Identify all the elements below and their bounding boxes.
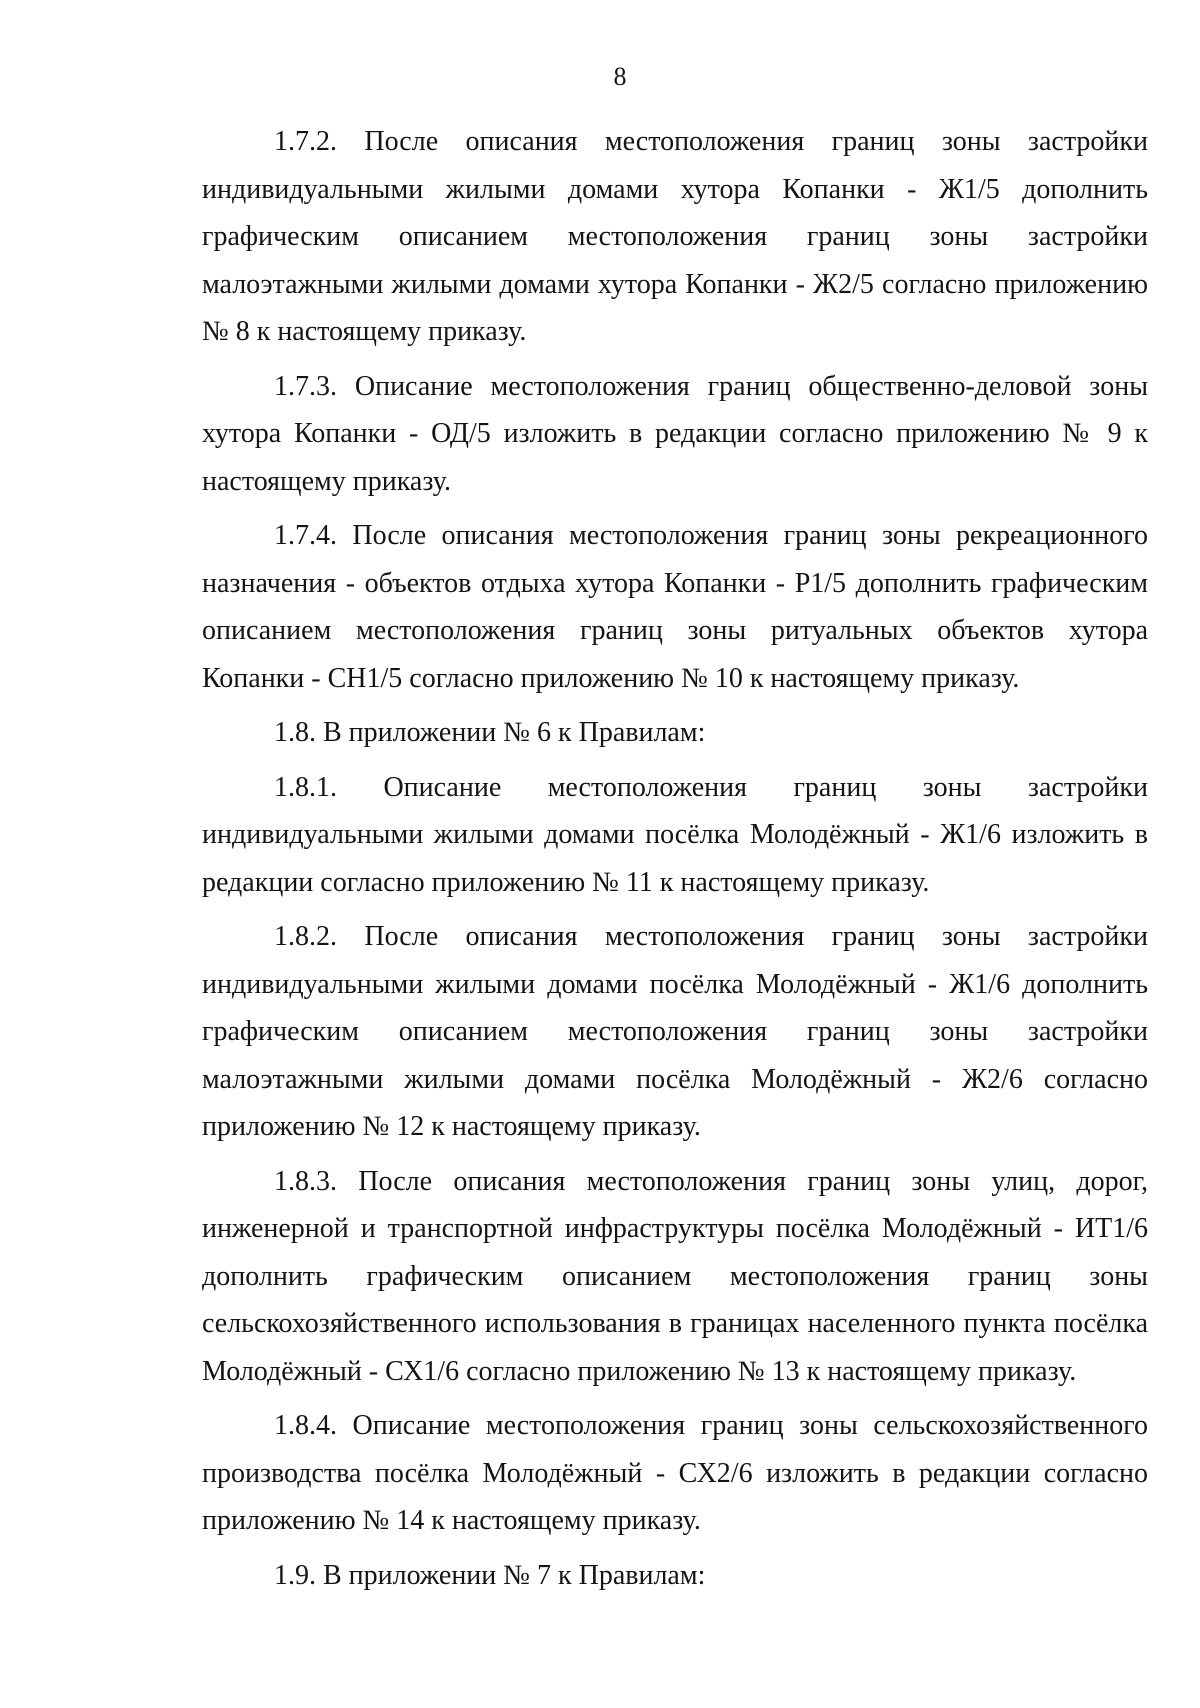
paragraph-1-7-2: 1.7.2. После описания местоположения границ зоны застройки индивидуальными жилыми домами хутора Копанки - Ж1/5 дополнить графическим описанием местоположения границ зоны застройки малоэтажными жилыми домами хутора Копанки - Ж2/5 согласно приложению № 8 к настоящему приказу. <box>202 126 1148 347</box>
paragraph-1-8: 1.8. В приложении № 6 к Правилам: <box>274 717 706 748</box>
paragraph-1-8-3: 1.8.3. После описания местоположения границ зоны улиц, дорог, инженерной и транспортной инфраструктуры посёлка Молодёжный - ИТ1/6 дополнить графическим описанием местоположения границ зоны сельскохозяйственного использования в границах населенного пункта посёлка Молодёжный - СХ1/6 согласно приложению № 13 к настоящему приказу. <box>202 1165 1148 1387</box>
paragraph-1-8-4: 1.8.4. Описание местоположения границ зоны сельскохозяйственного производства посёлка Молодёжный - СХ2/6 изложить в редакции согласно приложению № 14 к настоящему приказу. <box>202 1410 1148 1536</box>
paragraph-1-8-1: 1.8.1. Описание местоположения границ зоны застройки индивидуальными жилыми домами посёлка Молодёжный - Ж1/6 изложить в редакции согласно приложению № 11 к настоящему приказу. <box>202 771 1148 898</box>
paragraph-1-7-3: 1.7.3. Описание местоположения границ общественно-деловой зоны хутора Копанки - ОД/5 изложить в редакции согласно приложению № 9 к настоящему приказу. <box>202 370 1148 497</box>
paragraph-1-9: 1.9. В приложении № 7 к Правилам: <box>274 1559 706 1591</box>
page-number: 8 <box>613 62 627 91</box>
paragraph-1-7-4: 1.7.4. После описания местоположения границ зоны рекреационного назначения - объектов отдыха хутора Копанки - Р1/5 дополнить графическим описанием местоположения границ зоны ритуальных объектов хутора Копанки - СН1/5 согласно приложению № 10 к настоящему приказу. <box>202 520 1148 694</box>
document-body <box>202 118 1148 1606</box>
paragraph-1-8-2: 1.8.2. После описания местоположения границ зоны застройки индивидуальными жилыми домами посёлка Молодёжный - Ж1/6 дополнить графическим описанием местоположения границ зоны застройки малоэтажными жилыми домами посёлка Молодёжный - Ж2/6 согласно приложению № 12 к настоящему приказу. <box>202 921 1148 1142</box>
